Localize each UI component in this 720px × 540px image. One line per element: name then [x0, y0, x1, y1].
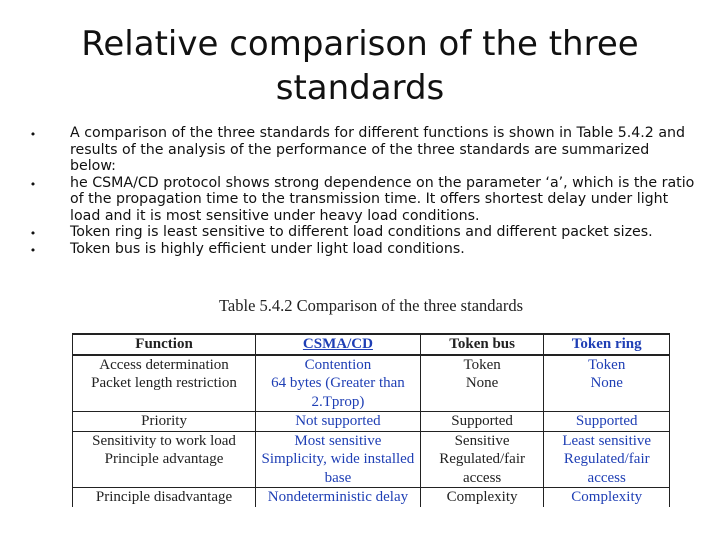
cell-csma-cd: Not supported: [256, 412, 421, 432]
cell-token-bus: Complexity: [420, 488, 544, 507]
bullet-text: Token ring is least sensitive to different load conditions and different packet sizes.: [70, 224, 653, 240]
table-row: [73, 450, 670, 488]
bullet-text: A comparison of the three standards for different functions is shown in Table 5.4.2 and results of the analysis of the performance of the three standards are summarized below:: [70, 125, 686, 174]
cell-function: Priority: [73, 412, 256, 432]
table-caption: Table 5.4.2 Comparison of the three standards: [218, 296, 524, 315]
cell-csma-cd: Most sensitive: [256, 431, 421, 450]
cell-function: Sensitivity to work load: [73, 431, 256, 450]
cell-token-bus: Sensitive: [420, 431, 544, 450]
bullet-list: [28, 125, 698, 257]
table-row: [73, 431, 670, 450]
cell-token-ring: Least sensitive: [544, 431, 670, 450]
table-header-row: [73, 334, 670, 355]
bullet-item: [28, 224, 698, 241]
cell-csma-cd: Contention: [256, 355, 421, 375]
comparison-table: [72, 333, 670, 507]
cell-token-bus: None: [420, 374, 544, 412]
header-token-bus: Token bus: [420, 334, 544, 355]
header-function: Function: [73, 334, 256, 355]
bullet-item: [28, 125, 698, 175]
bullet-item: [28, 175, 698, 225]
cell-csma-cd: 64 bytes (Greater than 2.Tprop): [256, 374, 421, 412]
cell-token-ring: Supported: [544, 412, 670, 432]
header-token-ring: Token ring: [544, 334, 670, 355]
comparison-table-figure: [72, 296, 670, 524]
bullet-dot: •: [29, 243, 37, 257]
table-row: [73, 374, 670, 412]
bullet-dot: •: [29, 177, 37, 191]
cell-token-ring: Regulated/fair access: [544, 450, 670, 488]
cell-token-bus: Regulated/fair access: [420, 450, 544, 488]
bullet-item: [28, 241, 698, 258]
bullet-dot: •: [29, 128, 37, 141]
bullet-text: Token bus is highly efficient under light load conditions.: [70, 240, 465, 257]
cell-token-ring: None: [544, 374, 670, 412]
cell-token-bus: Token: [420, 355, 544, 375]
table-row: [73, 355, 670, 375]
table-row: [73, 412, 670, 432]
cell-csma-cd: Simplicity, wide installed base: [256, 450, 421, 488]
cell-csma-cd: Nondeterministic delay: [256, 488, 421, 507]
cell-function: Packet length restriction: [73, 374, 256, 412]
bullet-text: he CSMA/CD protocol shows strong dependence on the parameter ‘a’, which is the ratio of the propagation time to the transmission time. It offers shortest delay under light load and it is most sensitive under heavy load conditions.: [70, 174, 695, 224]
cell-token-ring: Token: [544, 355, 670, 375]
cell-token-bus: Supported: [420, 412, 544, 432]
cell-function: Principle advantage: [73, 450, 256, 488]
cell-function: Principle disadvantage: [73, 488, 256, 507]
bullet-dot: •: [29, 227, 37, 240]
table-row: [73, 488, 670, 507]
header-csma-cd: CSMA/CD: [256, 334, 421, 355]
cell-token-ring: Complexity: [544, 488, 670, 507]
cell-function: Access determination: [73, 355, 256, 375]
slide-title: Relative comparison of the three standards: [81, 24, 639, 108]
